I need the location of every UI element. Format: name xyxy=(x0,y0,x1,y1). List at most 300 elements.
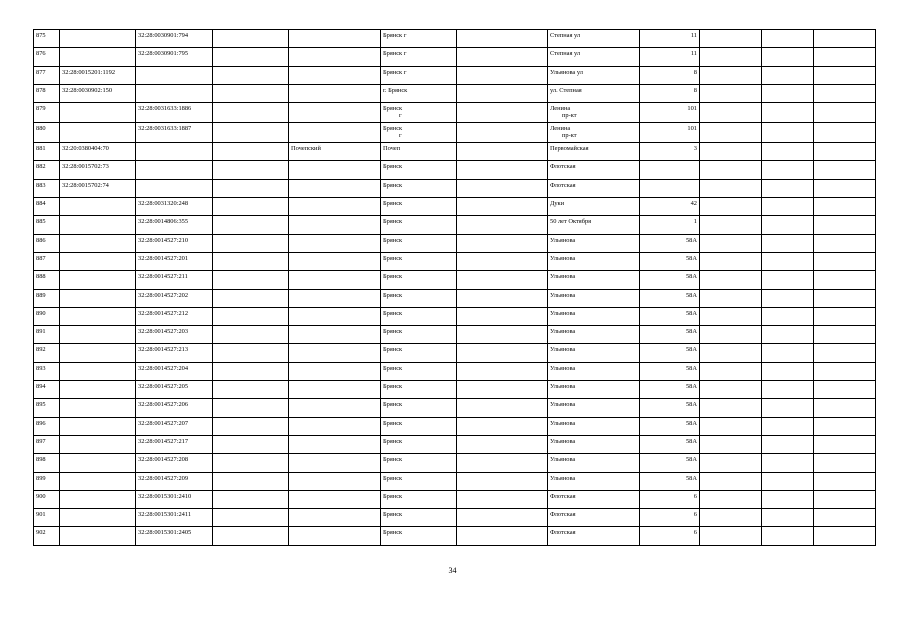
row-number-text: 893 xyxy=(36,364,46,372)
row-number-cell xyxy=(34,307,60,325)
city-cell xyxy=(381,123,457,143)
empty-cell xyxy=(457,289,548,307)
city-text: Брянск г xyxy=(383,50,407,58)
cadastral-number-b-text: 32:28:0014527:217 xyxy=(138,437,189,445)
house-number-cell xyxy=(640,48,700,66)
empty-cell xyxy=(762,252,814,270)
empty-cell xyxy=(814,509,876,527)
row-number-text: 879 xyxy=(36,105,46,113)
register-rows xyxy=(34,30,876,546)
empty-cell xyxy=(700,30,762,48)
row-number-text: 892 xyxy=(36,346,46,354)
empty-cell xyxy=(762,84,814,102)
cadastral-number-b-cell xyxy=(136,289,213,307)
street-cell xyxy=(548,289,640,307)
street-cell xyxy=(548,435,640,453)
empty-cell xyxy=(762,435,814,453)
street-cell xyxy=(548,179,640,197)
house-number-cell xyxy=(640,30,700,48)
empty-cell xyxy=(213,454,289,472)
district-cell xyxy=(289,381,381,399)
city-cell xyxy=(381,362,457,380)
empty-cell xyxy=(213,252,289,270)
street-text: Ульянова ул xyxy=(550,68,583,76)
empty-cell xyxy=(814,344,876,362)
row-number-cell xyxy=(34,143,60,161)
cadastral-number-b-text: 32:28:0015301:2410 xyxy=(138,492,192,500)
city-cell xyxy=(381,143,457,161)
house-number-cell xyxy=(640,435,700,453)
street-cell xyxy=(548,143,640,161)
cadastral-number-a-text: 32:28:0015702:73 xyxy=(62,163,109,171)
empty-cell xyxy=(762,362,814,380)
empty-cell xyxy=(814,30,876,48)
cadastral-number-b-text: 32:28:0014527:202 xyxy=(138,291,189,299)
city-text: Брянск г xyxy=(383,32,407,39)
house-number-cell xyxy=(640,84,700,102)
empty-cell xyxy=(700,84,762,102)
empty-cell xyxy=(213,417,289,435)
cadastral-number-a-cell xyxy=(60,103,136,123)
empty-cell xyxy=(213,123,289,143)
empty-cell xyxy=(457,344,548,362)
cadastral-number-a-cell xyxy=(60,30,136,48)
empty-cell xyxy=(814,123,876,143)
row-number-text: 890 xyxy=(36,309,46,317)
empty-cell xyxy=(700,161,762,179)
street-text: Дуки xyxy=(550,200,565,208)
city-cell xyxy=(381,527,457,545)
district-cell xyxy=(289,30,381,48)
cadastral-number-b-cell xyxy=(136,381,213,399)
district-cell xyxy=(289,399,381,417)
city-text: Брянск xyxy=(383,511,403,519)
cadastral-number-b-text: 32:28:0015301:2405 xyxy=(138,529,192,537)
city-text: Брянск xyxy=(383,105,403,113)
street-text: Флотская xyxy=(550,529,576,537)
table-row xyxy=(34,234,876,252)
cadastral-number-a-cell xyxy=(60,362,136,380)
table-row xyxy=(34,143,876,161)
empty-cell xyxy=(457,143,548,161)
empty-cell xyxy=(814,490,876,508)
table-row xyxy=(34,84,876,102)
street-cell xyxy=(548,84,640,102)
empty-cell xyxy=(213,84,289,102)
city-text: Брянск xyxy=(383,125,403,133)
street-cell xyxy=(548,103,640,123)
empty-cell xyxy=(700,143,762,161)
table-row xyxy=(34,161,876,179)
cadastral-number-b-text: 32:28:0014527:208 xyxy=(138,456,189,464)
district-cell xyxy=(289,435,381,453)
house-number-text: 3 xyxy=(693,145,697,153)
cadastral-number-b-cell xyxy=(136,234,213,252)
city-text: Брянск xyxy=(383,236,403,244)
cadastral-number-b-cell xyxy=(136,179,213,197)
cadastral-number-b-text: 32:28:0014527:209 xyxy=(138,474,189,482)
empty-cell xyxy=(762,103,814,123)
house-number-cell xyxy=(640,143,700,161)
district-cell xyxy=(289,48,381,66)
city-cell xyxy=(381,84,457,102)
empty-cell xyxy=(700,509,762,527)
city-cell xyxy=(381,454,457,472)
street-cell xyxy=(548,490,640,508)
city-cell xyxy=(381,252,457,270)
empty-cell xyxy=(814,271,876,289)
table-row xyxy=(34,490,876,508)
city-text: Брянск xyxy=(383,328,403,336)
row-number-cell xyxy=(34,399,60,417)
house-number-text: 58А xyxy=(685,273,697,281)
city-text: Брянск xyxy=(383,346,403,354)
street-text: Флотская xyxy=(550,511,576,519)
district-cell xyxy=(289,252,381,270)
street-cell xyxy=(548,307,640,325)
empty-cell xyxy=(814,66,876,84)
empty-cell xyxy=(762,344,814,362)
house-number-text: 58А xyxy=(685,291,697,299)
district-cell xyxy=(289,179,381,197)
empty-cell xyxy=(700,66,762,84)
street-text: Ульянова xyxy=(550,437,576,445)
empty-cell xyxy=(762,509,814,527)
city-cell xyxy=(381,417,457,435)
cadastral-number-b-cell xyxy=(136,66,213,84)
district-cell xyxy=(289,271,381,289)
row-number-cell xyxy=(34,527,60,545)
empty-cell xyxy=(700,435,762,453)
table-row xyxy=(34,454,876,472)
row-number-text: 875 xyxy=(36,32,46,39)
table-row xyxy=(34,307,876,325)
district-cell xyxy=(289,123,381,143)
city-cell xyxy=(381,289,457,307)
table-row xyxy=(34,179,876,197)
cadastral-number-b-text: 32:28:0015301:2411 xyxy=(138,511,192,519)
row-number-cell xyxy=(34,198,60,216)
row-number-text: 878 xyxy=(36,86,46,94)
city-text: Брянск xyxy=(383,383,403,391)
street-cell xyxy=(548,381,640,399)
cadastral-number-b-text: 32:28:0014527:206 xyxy=(138,401,189,409)
empty-cell xyxy=(213,472,289,490)
cadastral-number-a-cell xyxy=(60,307,136,325)
page-number: 34 xyxy=(448,566,457,575)
cadastral-number-b-text: 32:28:0030901:795 xyxy=(138,50,189,58)
empty-cell xyxy=(762,179,814,197)
house-number-cell xyxy=(640,307,700,325)
street-text: Ульянова xyxy=(550,474,576,482)
street-text: Ульянова xyxy=(550,309,576,317)
empty-cell xyxy=(762,307,814,325)
street-text: Флотская xyxy=(550,163,576,171)
street-cell xyxy=(548,252,640,270)
house-number-text: 101 xyxy=(687,105,697,113)
district-cell xyxy=(289,472,381,490)
empty-cell xyxy=(814,362,876,380)
house-number-cell xyxy=(640,326,700,344)
empty-cell xyxy=(700,362,762,380)
empty-cell xyxy=(213,30,289,48)
street-text: Первомайская xyxy=(550,145,589,153)
empty-cell xyxy=(213,509,289,527)
row-number-text: 883 xyxy=(36,181,46,189)
district-cell xyxy=(289,490,381,508)
street-text: Ульянова xyxy=(550,419,576,427)
street-cell xyxy=(548,454,640,472)
city-text: Брянск xyxy=(383,437,403,445)
city-text: Брянск xyxy=(383,181,403,189)
street-text: Флотская xyxy=(550,181,576,189)
city-text-line2: г xyxy=(399,112,402,120)
empty-cell xyxy=(762,399,814,417)
empty-cell xyxy=(814,527,876,545)
cadastral-number-b-text: 32:28:0030901:794 xyxy=(138,32,189,39)
city-text: Брянск xyxy=(383,474,403,482)
empty-cell xyxy=(457,103,548,123)
table-row xyxy=(34,48,876,66)
district-cell xyxy=(289,417,381,435)
table-row xyxy=(34,198,876,216)
city-cell xyxy=(381,399,457,417)
empty-cell xyxy=(213,66,289,84)
city-cell xyxy=(381,103,457,123)
city-text: Брянск xyxy=(383,273,403,281)
row-number-cell xyxy=(34,509,60,527)
empty-cell xyxy=(762,161,814,179)
cadastral-number-a-cell xyxy=(60,527,136,545)
empty-cell xyxy=(762,30,814,48)
row-number-text: 902 xyxy=(36,529,46,537)
cadastral-number-a-text: 32:28:0015702:74 xyxy=(62,181,109,189)
city-text: Брянск xyxy=(383,218,403,226)
table-row xyxy=(34,381,876,399)
empty-cell xyxy=(762,381,814,399)
street-cell xyxy=(548,48,640,66)
cadastral-number-b-cell xyxy=(136,84,213,102)
city-cell xyxy=(381,234,457,252)
empty-cell xyxy=(814,289,876,307)
empty-cell xyxy=(213,435,289,453)
row-number-cell xyxy=(34,123,60,143)
row-number-text: 887 xyxy=(36,254,46,262)
cadastral-number-a-cell xyxy=(60,161,136,179)
cadastral-number-b-cell xyxy=(136,344,213,362)
row-number-cell xyxy=(34,234,60,252)
empty-cell xyxy=(762,289,814,307)
row-number-text: 900 xyxy=(36,492,46,500)
street-text: Ульянова xyxy=(550,364,576,372)
empty-cell xyxy=(213,216,289,234)
empty-cell xyxy=(457,435,548,453)
empty-cell xyxy=(457,362,548,380)
street-text: Ульянова xyxy=(550,254,576,262)
street-cell xyxy=(548,417,640,435)
street-cell xyxy=(548,30,640,48)
register-table xyxy=(33,29,876,546)
empty-cell xyxy=(700,271,762,289)
empty-cell xyxy=(700,289,762,307)
cadastral-number-a-cell xyxy=(60,48,136,66)
street-text: 50 лет Октября xyxy=(550,218,592,226)
empty-cell xyxy=(213,143,289,161)
cadastral-number-b-cell xyxy=(136,399,213,417)
house-number-cell xyxy=(640,289,700,307)
empty-cell xyxy=(814,326,876,344)
house-number-cell xyxy=(640,198,700,216)
cadastral-number-b-cell xyxy=(136,143,213,161)
row-number-cell xyxy=(34,490,60,508)
empty-cell xyxy=(457,326,548,344)
cadastral-number-a-cell xyxy=(60,216,136,234)
row-number-text: 901 xyxy=(36,511,46,519)
house-number-text: 58А xyxy=(685,437,697,445)
cadastral-number-b-text: 32:28:0031633:1887 xyxy=(138,125,192,133)
empty-cell xyxy=(814,179,876,197)
empty-cell xyxy=(700,454,762,472)
cadastral-number-b-cell xyxy=(136,103,213,123)
city-text: Брянск xyxy=(383,401,403,409)
cadastral-number-b-cell xyxy=(136,161,213,179)
empty-cell xyxy=(700,490,762,508)
city-cell xyxy=(381,472,457,490)
empty-cell xyxy=(457,252,548,270)
cadastral-number-a-cell xyxy=(60,399,136,417)
cadastral-number-b-text: 32:28:0031633:1886 xyxy=(138,105,192,113)
cadastral-number-b-text: 32:28:0014527:205 xyxy=(138,383,189,391)
cadastral-number-b-text: 32:28:0014527:207 xyxy=(138,419,189,427)
street-text: Ульянова xyxy=(550,383,576,391)
row-number-text: 886 xyxy=(36,236,46,244)
cadastral-number-b-cell xyxy=(136,509,213,527)
empty-cell xyxy=(762,454,814,472)
cadastral-number-a-cell xyxy=(60,472,136,490)
street-text: Степная ул xyxy=(550,50,581,58)
house-number-text: 58А xyxy=(685,254,697,262)
empty-cell xyxy=(814,161,876,179)
empty-cell xyxy=(700,234,762,252)
house-number-cell xyxy=(640,509,700,527)
city-text: Брянск xyxy=(383,200,403,208)
city-cell xyxy=(381,198,457,216)
row-number-text: 884 xyxy=(36,200,46,208)
house-number-cell xyxy=(640,123,700,143)
house-number-text: 6 xyxy=(693,529,697,537)
empty-cell xyxy=(213,307,289,325)
house-number-text: 58А xyxy=(685,346,697,354)
cadastral-number-b-cell xyxy=(136,307,213,325)
street-text: Ульянова xyxy=(550,273,576,281)
city-cell xyxy=(381,381,457,399)
row-number-text: 895 xyxy=(36,401,46,409)
empty-cell xyxy=(213,289,289,307)
cadastral-number-b-text: 32:28:0014527:213 xyxy=(138,346,189,354)
empty-cell xyxy=(700,198,762,216)
empty-cell xyxy=(213,103,289,123)
street-cell xyxy=(548,362,640,380)
house-number-cell xyxy=(640,66,700,84)
empty-cell xyxy=(457,30,548,48)
empty-cell xyxy=(700,399,762,417)
city-cell xyxy=(381,490,457,508)
city-text: Брянск xyxy=(383,529,403,537)
city-cell xyxy=(381,66,457,84)
row-number-cell xyxy=(34,103,60,123)
house-number-text: 8 xyxy=(693,68,697,76)
city-text: Брянск xyxy=(383,419,403,427)
cadastral-number-a-cell xyxy=(60,490,136,508)
empty-cell xyxy=(457,399,548,417)
cadastral-number-b-text: 32:28:0014527:212 xyxy=(138,309,189,317)
cadastral-number-b-cell xyxy=(136,271,213,289)
house-number-text: 6 xyxy=(693,511,697,519)
empty-cell xyxy=(457,48,548,66)
house-number-cell xyxy=(640,527,700,545)
city-text-line2: г xyxy=(399,132,402,140)
house-number-cell xyxy=(640,399,700,417)
empty-cell xyxy=(213,527,289,545)
street-cell xyxy=(548,399,640,417)
district-cell xyxy=(289,66,381,84)
row-number-cell xyxy=(34,179,60,197)
cadastral-number-a-cell xyxy=(60,289,136,307)
empty-cell xyxy=(814,143,876,161)
cadastral-number-b-text: 32:28:0031320:248 xyxy=(138,200,189,208)
cadastral-number-b-cell xyxy=(136,454,213,472)
cadastral-number-a-cell xyxy=(60,234,136,252)
cadastral-number-b-cell xyxy=(136,48,213,66)
empty-cell xyxy=(762,143,814,161)
empty-cell xyxy=(213,234,289,252)
district-cell xyxy=(289,344,381,362)
cadastral-number-b-cell xyxy=(136,198,213,216)
row-number-cell xyxy=(34,289,60,307)
table-row xyxy=(34,252,876,270)
table-row xyxy=(34,527,876,545)
row-number-text: 899 xyxy=(36,474,46,482)
house-number-cell xyxy=(640,362,700,380)
row-number-text: 891 xyxy=(36,328,46,336)
row-number-cell xyxy=(34,216,60,234)
row-number-text: 882 xyxy=(36,163,46,171)
house-number-text: 58А xyxy=(685,309,697,317)
row-number-cell xyxy=(34,344,60,362)
empty-cell xyxy=(457,509,548,527)
empty-cell xyxy=(814,399,876,417)
empty-cell xyxy=(457,472,548,490)
city-cell xyxy=(381,344,457,362)
empty-cell xyxy=(762,271,814,289)
empty-cell xyxy=(213,362,289,380)
district-cell xyxy=(289,234,381,252)
cadastral-number-a-text: 32:20:0380404:70 xyxy=(62,145,109,153)
cadastral-number-a-cell xyxy=(60,252,136,270)
street-text-line2: пр-кт xyxy=(562,132,577,140)
house-number-text: 58А xyxy=(685,236,697,244)
cadastral-number-a-cell xyxy=(60,198,136,216)
empty-cell xyxy=(700,417,762,435)
table-row xyxy=(34,509,876,527)
cadastral-number-a-cell xyxy=(60,435,136,453)
cadastral-number-b-cell xyxy=(136,252,213,270)
house-number-cell xyxy=(640,490,700,508)
table-row xyxy=(34,417,876,435)
table-row xyxy=(34,271,876,289)
row-number-text: 881 xyxy=(36,145,46,153)
empty-cell xyxy=(457,271,548,289)
